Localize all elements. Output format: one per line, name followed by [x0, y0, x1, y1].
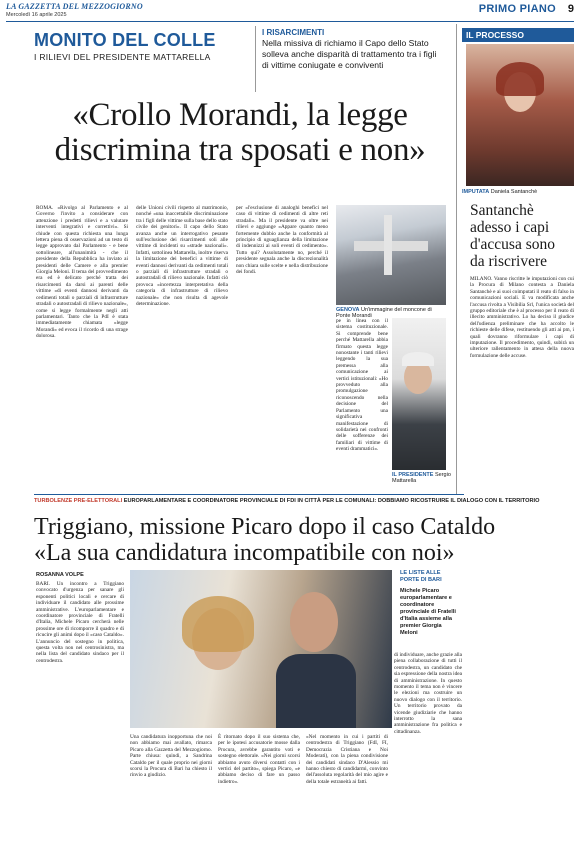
sidebar-header: IL PROCESSO: [462, 28, 574, 42]
sidebar-title-line-2: adesso i capi: [470, 219, 550, 236]
main-headline-line-2: discrimina tra sposati e non»: [54, 132, 426, 168]
kicker-divider: [255, 26, 256, 92]
photo-face-right-shape: [290, 592, 338, 652]
second-body-col-4: «Nel momento in cui i partiti di centrodestra di Triggiano (FdI, FI, Democrazia Cristiana e Noi Moderati), con la piena condivisione dei candidati sindaco D'Alessio mi hanno chiesto di candidarmi, convinto dell'assoluta regolarità del mio agire e della totale estraneità ai fatti.: [306, 734, 388, 785]
second-body-col-2: Una candidatura inopportuna che noi non abbiamo mai avallato, rimarca Picaro alla Gazzetta del Mezzogiorno. Parte chiusa: quindi, a Sandrina Cataldo per il quale proprio nei giorni scorsi la Procura di Bari ha chiesto il rinvio a giudizio.: [130, 734, 212, 779]
picaro-meloni-photo: [130, 570, 392, 728]
second-side-note: [400, 570, 460, 637]
second-body-col-5: di individuare, anche grazie alla piena collaborazione di tutti il centrodestra, un candidato che sia espressione della nostra idea di amministrazione. In questo momento il tema non è vincere le elezioni ma costruire un nuovo dialogo con il territorio. Un territorio provato da vicende giudiziarie che hanno interrotto la sana amministrazione fra politica e cittadinanza.: [394, 652, 462, 735]
sidebar-body: MILANO. Vanno riscritte le imputazioni con cui la Procura di Milano contesta a Daniela Santanchè e ai suoi coimputati il reato di falso in comunicazioni sociali. E va modificata anche l'accusa rivolta a Visibilia Srl, l'unica società del gruppo editoriale che è al processo per il reato di illecito amministrativo. Lo ha deciso il giudice dell'udienza preliminare che ha accolto le richieste delle difese, restituendo gli atti ai pm, i quali dovranno riformulare i capi di imputazione. Il procedimento, quindi, subirà un ulteriore rallentamento in attesa della nuova formulazione delle accuse.: [470, 276, 574, 359]
side-note-label: LE LISTE ALLE PORTE DI BARI: [400, 570, 442, 583]
sidebar-title: [470, 202, 576, 270]
sidebar-title-line-4: da riscrivere: [470, 253, 548, 270]
santanche-photo: [466, 44, 574, 186]
banner-highlight: TURBOLENZE PRE-ELETTORALI: [34, 498, 123, 504]
second-headline: [34, 514, 496, 566]
photo2-caption-text: Sergio Mattarella: [392, 472, 451, 484]
second-headline-line-2: «La sua candidatura incompatibile con noi»: [34, 540, 455, 566]
sidebar-divider: [456, 24, 457, 494]
main-kicker: MONITO DEL COLLE: [34, 30, 216, 50]
main-headline: [30, 98, 450, 168]
sidebar-caption-text: Daniela Santanchè: [490, 189, 538, 195]
page-header: [6, 2, 574, 22]
bridge-pylon-shape: [384, 215, 392, 275]
masthead: LA GAZZETTA DEL MEZZOGIORNO: [6, 2, 143, 11]
photo1-caption-label: GENOVA: [336, 307, 360, 313]
sidebar-title-line-1: Santanchè: [470, 202, 534, 219]
ponte-morandi-photo: [336, 205, 446, 305]
photo2-caption: [392, 472, 452, 484]
main-body-col-3: per «l'esclusione di analoghi benefici nel caso di vittime di cedimenti di altre reti stradali». Ma il presidente va oltre nei rilievi e aggiunge «Appare quanto meno fortemente dubbio anche la conformità al principio di uguaglianza della limitazione di indennizzi ai soli eventi di cedimento». Tutto qui? Assolutamente no, perché il presidente segnala anche la discrezionalità non chiara sulle scelte e nella distribuzione dei fondi.: [236, 205, 328, 276]
sidebar-caption-label: IMPUTATA: [462, 189, 490, 195]
main-subkicker: I RILIEVI DEL PRESIDENTE MATTARELLA: [34, 52, 211, 62]
sidebar-title-line-3: d'accusa sono: [470, 236, 556, 253]
main-body-col-4: pe in linea con il sistema costituzionale. Si comprende bene perché Mattarella abbia firmato questa legge nonostante i tanti rilievi leggendo la sua premessa alla comunicazione ai vertici istituzionali: «Ho provveduto alla promulgazione riconoscendo nella decisione del Parlamento una significativa manifestazione di solidarietà nei confronti delle sofferenze dei familiari di vittime di eventi drammatici».: [336, 318, 388, 453]
second-body-col-1: BARI. Un incontro a Triggiano convocato d'urgenza per sanare gli esponenti politici locali e cercare di individuare il candidato alle prossime amministrative. L'europarlamentare e coordinatore provinciale di Fratelli d'Italia, Michele Picaro cercherà nelle prossime ore di ricomporre il quadro e di ricucire gli animi dopo il «caso Cataldo». L'annuncio del sostegno in politica, questa volta non nel centrosinistra, ma nella lista del candidato sindaco per il centrodestra.: [36, 581, 124, 664]
sidebar-photo-caption: [462, 189, 574, 195]
banner-text: EUROPARLAMENTARE E COORDINATORE PROVINCIALE DI FDI IN CITTÀ PER LE COMUNALI: DOBBIAMO RICOSTRUIRE IL DIALOGO CON IL TERRITORIO: [123, 498, 540, 504]
mattarella-photo: [392, 318, 446, 470]
page-number: 9: [567, 3, 574, 15]
main-headline-line-1: «Crollo Morandi, la legge: [72, 97, 408, 133]
second-headline-line-1: Triggiano, missione Picaro dopo il caso Cataldo: [34, 514, 496, 540]
side-note-text: Michele Picaro europarlamentare e coordinatore provinciale di Fratelli d'Italia assieme alla premier Giorgia Meloni: [400, 588, 456, 636]
date-line: Mercoledì 16 aprile 2025: [6, 12, 67, 18]
risarcimenti-text: Nella missiva di richiamo il Capo dello Stato solleva anche disparità di trattamento tra i figli di vittime coniugate e conviventi: [262, 38, 437, 70]
photo1-caption-text: Un'immagine del moncone di Ponte Morandi: [336, 307, 432, 319]
section-name: PRIMO PIANO: [478, 3, 556, 15]
main-body-col-2: delle Unioni civili rispetto al matrimonio, nonché «una inaccettabile discriminazione tra i figli delle vittime sulla base dello stato civile dei genitori». Il capo dello Stato avanza anche un interrogativo pesante sull'esclusione dei risarcimenti soli alle vittime di incidenti su «strade nazionali». Infatti, sottolinea Mattarella, inoltre riserva la limitazione dei benefici a vittime di eventi dannosi derivanti da cedimenti totali o parziali di infrastrutture stradali o autostradali di rilievo nazionale. Infatti ciò provoca «incertezza interpretativa della categoria di infrastrutture di rilievo nazionale» che non risulta di agevole determinazione.: [136, 205, 228, 308]
risarcimenti-title: I RISARCIMENTI: [262, 28, 325, 37]
portrait-hair-shape: [402, 352, 434, 366]
photo-hair-left-shape: [182, 596, 254, 652]
photo2-caption-label: IL PRESIDENTE: [392, 472, 434, 478]
photo-jacket-right-shape: [276, 654, 356, 728]
main-body-col-1: ROMA. «Rivolgo al Parlamento e al Governo l'invito a considerare con attenzione i predetti rilievi e a valutare interventi integrativi e correttivi». Si chiude con questa richiesta una lunga lettera piena di osservazioni ad un testo di legge approvato dal Parlamento - e bene sottolineare, all'unanimità - che il presidente della Repubblica ha inviato ai presidenti delle Camere e alla premier Giorgia Meloni. Il tema del provvedimento era ed è delicato perché tratta dei risarcimenti da darsi ai parenti delle vittime «di eventi dannosi derivanti da cedimenti totali o parziali di infrastrutture stradali o autostradali di rilievo nazionale», come si legge formalmente negli atti parlamentari. Tanto che la PdI è stata immediatamente chiamata «legge Morandi» ed evoca il ricordo di una strage dolorosa.: [36, 205, 128, 340]
second-article-banner: [34, 498, 540, 504]
sidebar-hair-shape: [496, 62, 544, 96]
second-article-rule: [34, 494, 464, 495]
second-body-col-3: È ritornato dopo il suo sistema che, per le ipotesi accusatorie mosse dalla Procura, avrebbe garantito voti e sostegno elettorale. «Nei giorni scorsi abbiamo avuto diversi contatti con i vertici del partito», spiega Picaro, «e abbiamo deciso di fare un passo indietro».: [218, 734, 300, 785]
second-byline: ROSANNA VOLPE: [36, 572, 84, 578]
